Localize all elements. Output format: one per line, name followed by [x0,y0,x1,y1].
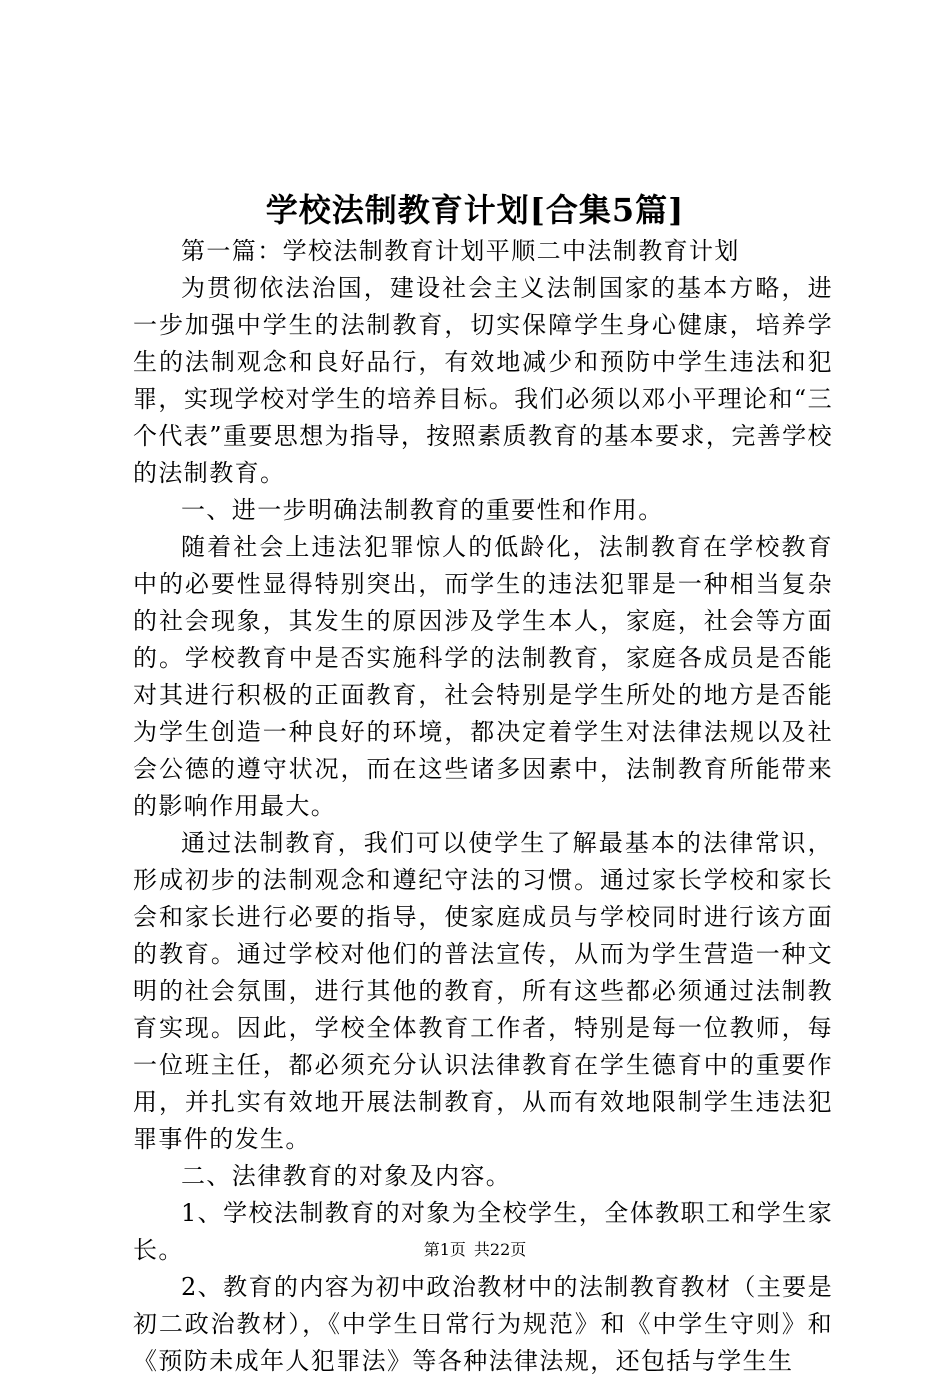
paragraph-effects: 通过法制教育，我们可以使学生了解最基本的法律常识，形成初步的法制观念和遵纪守法的习惯。通过家长学校和家长会和家长进行必要的指导，使家庭成员与学校同时进行该方面的教育。通过学校对他们的普法宣传，从而为学生营造一种文明的社会氛围，进行其他的教育，所有这些都必须通过法制教育实现。因此，学校全体教育工作者，特别是每一位教师，每一位班主任，都必须充分认识法律教育在学生德育中的重要作用，并扎实有效地开展法制教育，从而有效地限制学生违法犯罪事件的发生。 [133,829,833,1153]
paragraph-intro: 为贯彻依法治国，建设社会主义法制国家的基本方略，进一步加强中学生的法制教育，切实保障学生身心健康，培养学生的法制观念和良好品行，有效地减少和预防中学生违法和犯罪，实现学校对学生的培养目标。我们必须以邓小平理论和“三个代表”重要思想为指导，按照素质教育的基本要求，完善学校的法制教育。 [133,274,833,487]
page-number-total: 共22页 [473,1240,527,1259]
document-title: 学校法制教育计划[合集5篇] [265,191,685,229]
paragraph-importance: 随着社会上违法犯罪惊人的低龄化，法制教育在学校教育中的必要性显得特别突出，而学生的违法犯罪是一种相当复杂的社会现象，其发生的原因涉及学生本人，家庭，社会等方面的。学校教育中是否实施科学的法制教育，家庭各成员是否能对其进行积极的正面教育，社会特别是学生所处的地方是否能为学生创造一种良好的环境，都决定着学生对法律法规以及社会公德的遵守状况，而在这些诸多因素中，法制教育所能带来的影响作用最大。 [133,533,833,820]
paragraph-section-heading: 第一篇：学校法制教育计划平顺二中法制教育计划 [181,237,740,265]
page-footer [0,1238,950,1262]
paragraph-item-one: 1、学校法制教育的对象为全校学生，全体教职工和学生家长。 [133,1199,833,1264]
document-body [133,233,833,1380]
page-number-current: 第1页 [423,1240,466,1259]
paragraph-heading-two: 二、法律教育的对象及内容。 [181,1162,512,1190]
paragraph-item-two: 2、教育的内容为初中政治教材中的法制教育教材（主要是初二政治教材），《中学生日常行为规范》和《中学生守则》和《预防未成年人犯罪法》等各种法律法规，还包括与学生生 [133,1273,833,1375]
paragraph-heading-one: 一、进一步明确法制教育的重要性和作用。 [181,496,664,524]
